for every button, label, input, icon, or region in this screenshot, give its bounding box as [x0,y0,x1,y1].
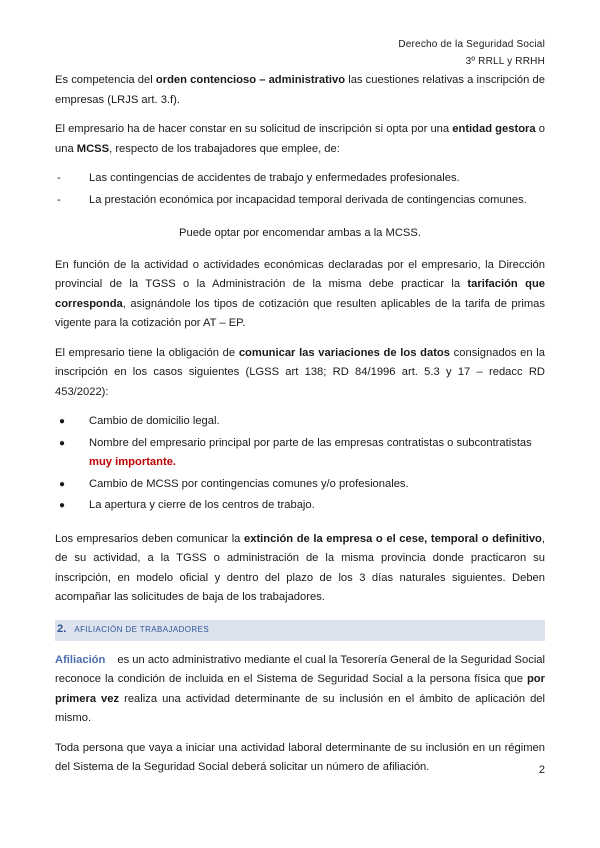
bullet-icon: ● [59,416,66,427]
text: las cuestiones relativas a inscripción de empresas (LRJS art. 3.f). [55,74,545,106]
text: Cambio de MCSS por contingencias comunes y/o profesionales. [89,477,409,490]
bold-text: MCSS [76,142,110,155]
paragraph-tarification [55,256,545,334]
bold-text: comunicar las variaciones de los datos [238,346,450,359]
list-item [55,412,545,432]
section-number: 2. [57,623,67,636]
bullet-icon: ● [59,500,66,511]
bold-text: por primera vez [55,673,545,705]
text: o una [55,123,545,155]
defined-term: Afiliación [55,653,106,666]
paragraph-entity-choice [55,120,545,159]
bold-text: orden contencioso – administrativo [155,74,346,86]
text: Es competencia del [55,74,156,86]
page-content [55,71,545,788]
page-header [398,36,545,70]
text: es un acto administrativo mediante el cual la Tesorería General de la Seguridad Social reconoce la condición de incluida en el Sistema de Seguridad Social a la persona física que [55,653,546,685]
bold-text: entidad gestora [452,123,536,135]
text: La apertura y cierre de los centros de trabajo. [89,499,315,511]
text: realiza una actividad determinante de su inclusión en el ámbito de aplicación del mismo. [55,692,545,724]
page-number: 2 [538,764,545,776]
centered-note: Puede optar por encomendar ambas a la MCSS. [179,227,421,239]
bold-text: extinción de la empresa o el cese, temporal o definitivo [244,532,542,545]
bullet-icon: ● [59,478,66,490]
contingencies-list [55,169,545,210]
important-highlight: muy importante. [89,456,177,468]
paragraph-data-variations [55,344,545,403]
list-item: - La prestación económica por incapacidad temporal derivada de contingencias comunes. [55,191,545,211]
section-heading [55,620,545,641]
header-course-title: Derecho de la Seguridad Social [398,39,545,50]
text: En función de la actividad o actividades económicas declaradas por el empresario, la Dirección provincial de la TGSS o la Administración de la misma debe practicar la [55,258,545,290]
variations-list [55,412,545,516]
text: Nombre del empresario principal por parte de las empresas contratistas o subcontratistas [89,436,532,449]
section-title: AFILIACIÓN DE TRABAJADORES [74,625,210,635]
paragraph-company-termination [55,530,545,608]
header-course-level: 3º RRLL y RRHH [465,56,545,67]
list-item [55,475,545,495]
bold-text: tarifación que corresponda [55,278,545,310]
bullet-icon: ● [59,437,66,449]
text: , de su actividad, a la TGSS o administración de la misma provincia donde practicaron su inscripción, en modelo oficial y dentro del plazo de los 3 días naturales siguientes. Deben acompañar las solicitudes de baja de los trabajadores. [55,532,545,603]
text: El empresario ha de hacer constar en su solicitud de inscripción si opta por una [55,123,453,135]
paragraph-jurisdiction [55,71,545,110]
text: Los empresarios deben comunicar la [55,532,245,545]
text: El empresario tiene la obligación de [55,346,239,359]
list-item [55,496,545,516]
text: , respecto de los trabajadores que emplee, de: [109,142,340,155]
paragraph-affiliation-definition [55,651,545,729]
list-item [55,434,545,473]
text: , asignándole los tipos de cotización que resulten aplicables de la tarifa de primas vigente para la cotización por AT – EP. [55,297,545,329]
paragraph-affiliation-number: Toda persona que vaya a iniciar una actividad laboral determinante de su inclusión en un régimen del Sistema de la Seguridad Social deberá solicitar un número de afiliación. [55,741,545,773]
list-item: - Las contingencias de accidentes de trabajo y enfermedades profesionales. [55,169,545,189]
text: Cambio de domicilio legal. [89,415,220,427]
text: consignados en la inscripción en los casos siguientes (LGSS art 138; RD 84/1996 art. 5.3 y 17 – redacc RD 453/2022): [55,346,546,398]
